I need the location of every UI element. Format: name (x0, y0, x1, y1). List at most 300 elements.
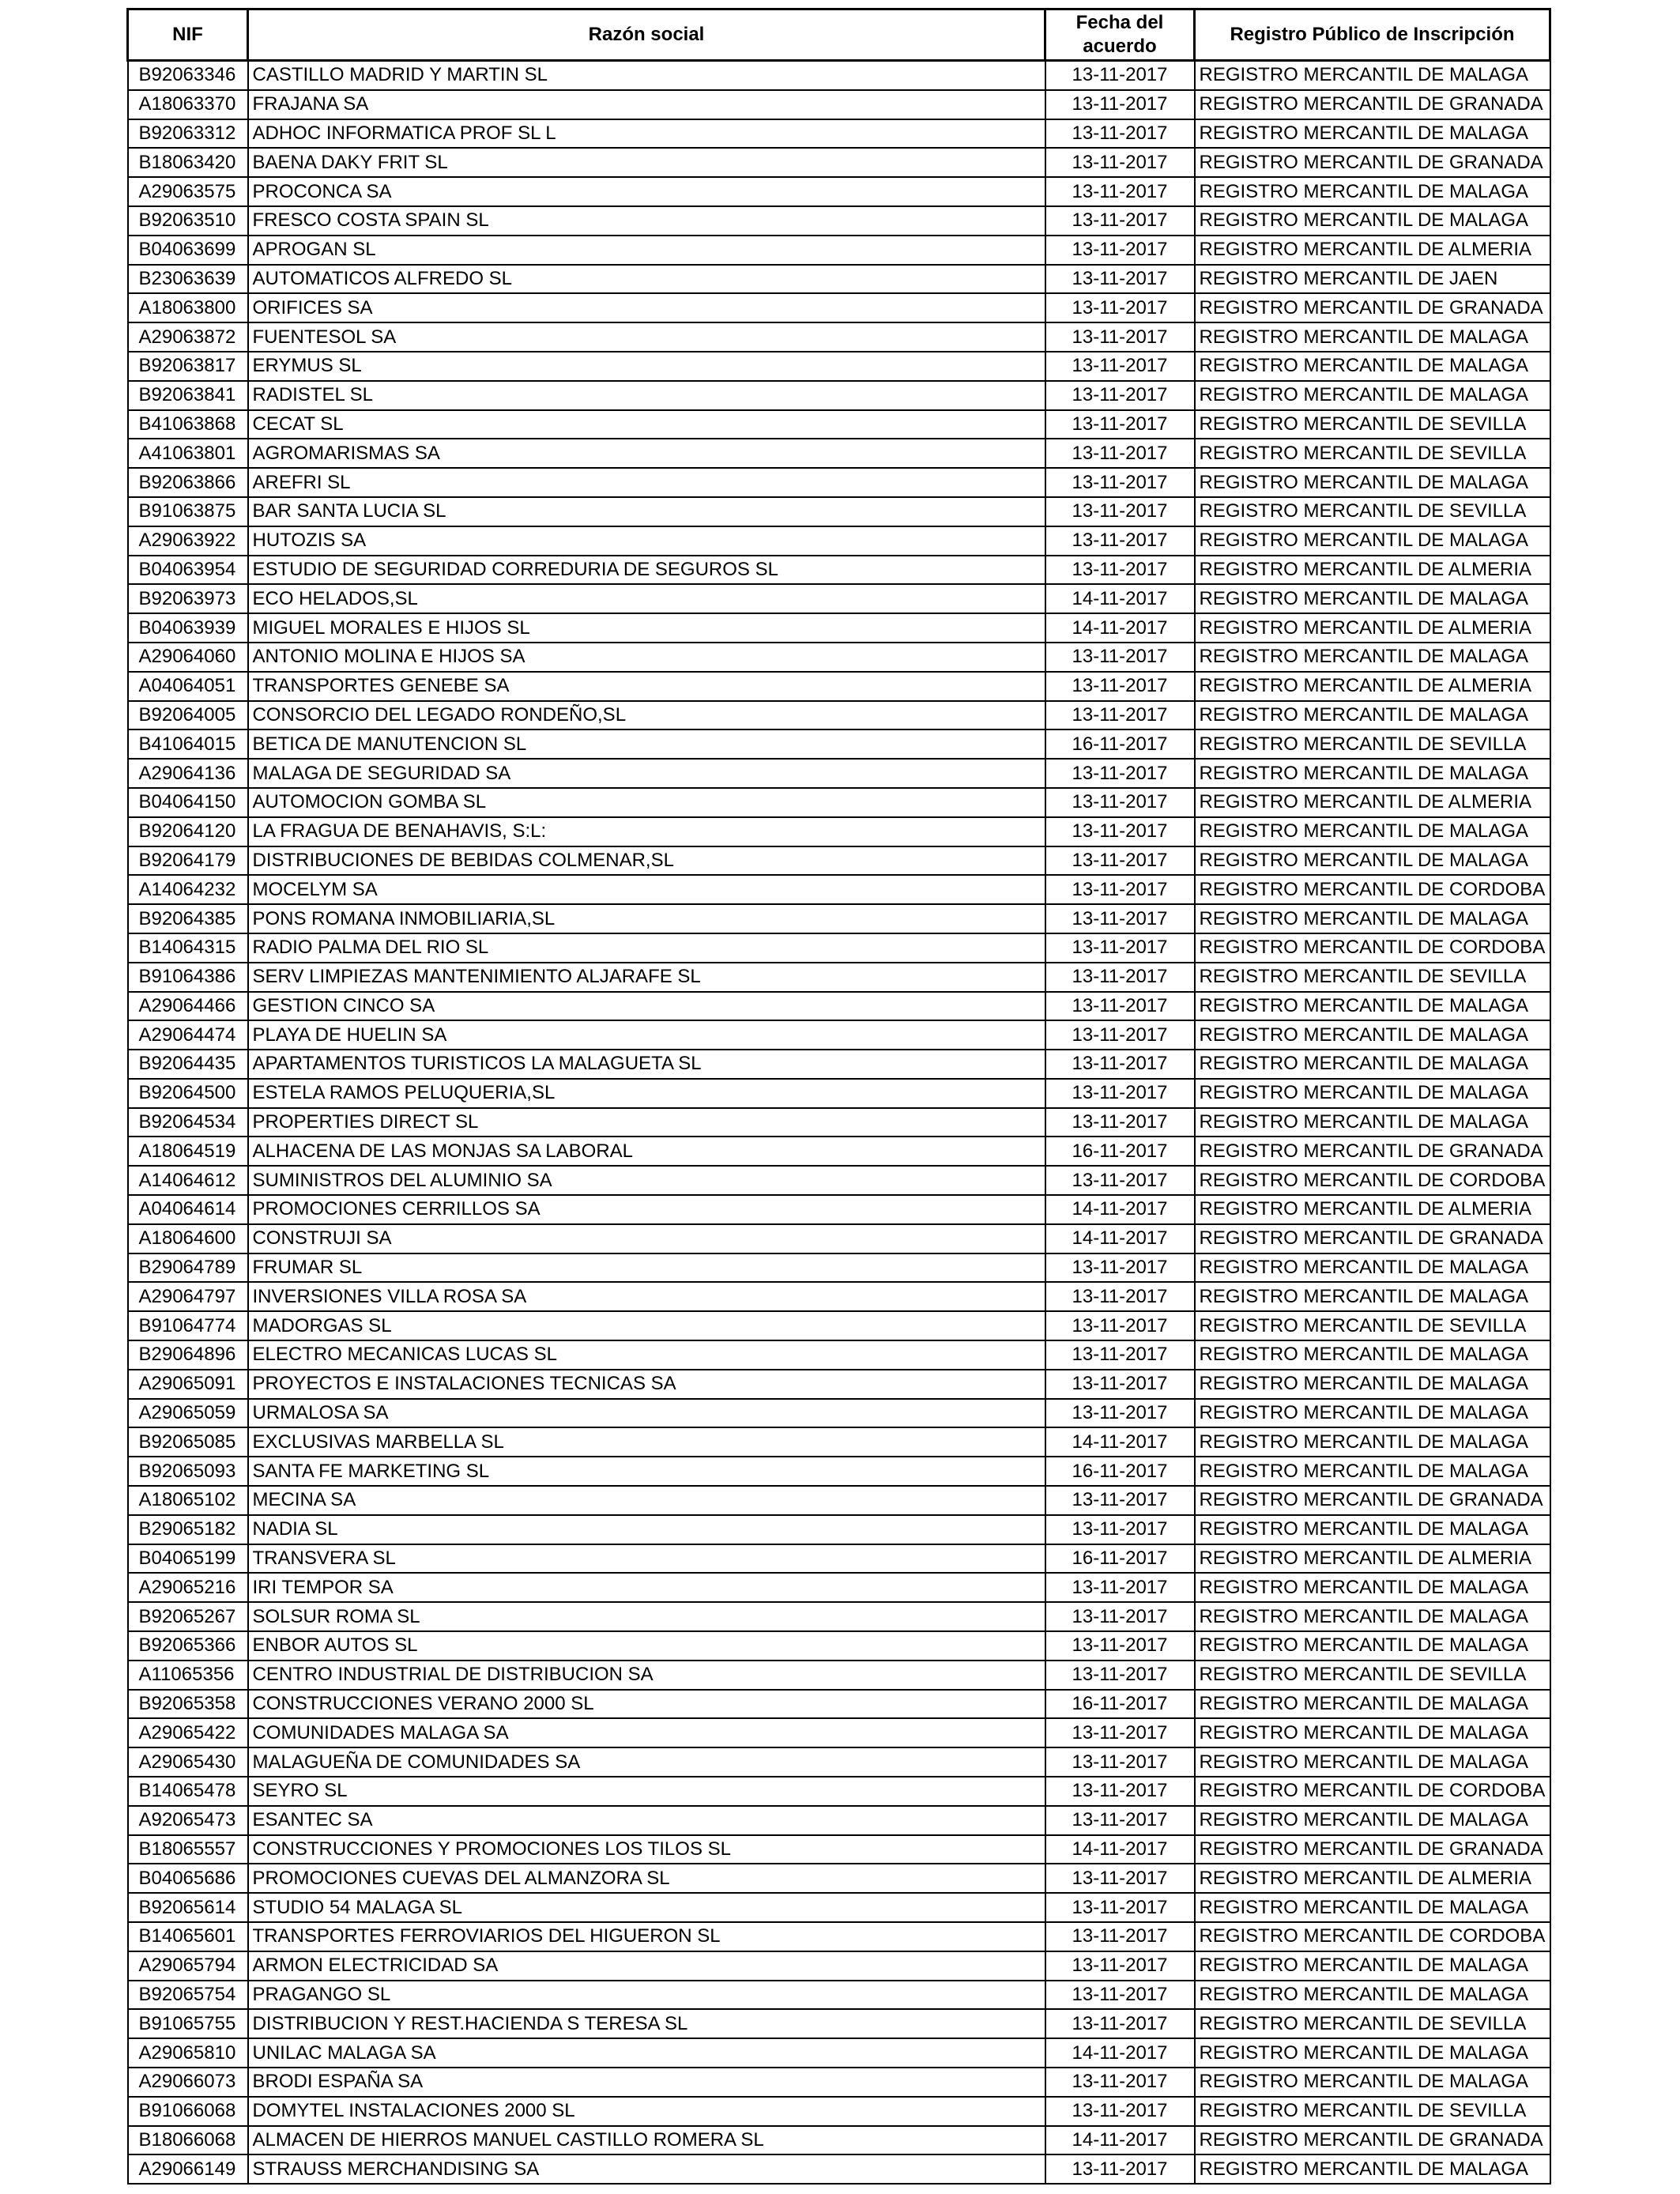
cell-nif: B04065686 (128, 1864, 248, 1893)
cell-name: BETICA DE MANUTENCION SL (248, 729, 1045, 759)
cell-date: 13-11-2017 (1045, 1951, 1195, 1981)
cell-registry: REGISTRO MERCANTIL DE MALAGA (1195, 584, 1550, 613)
table-row (128, 1020, 1550, 1050)
cell-date: 13-11-2017 (1045, 410, 1195, 439)
cell-registry: REGISTRO MERCANTIL DE MALAGA (1195, 1457, 1550, 1486)
cell-registry: REGISTRO MERCANTIL DE MALAGA (1195, 119, 1550, 149)
cell-registry: REGISTRO MERCANTIL DE MALAGA (1195, 1893, 1550, 1922)
cell-name: DISTRIBUCION Y REST.HACIENDA S TERESA SL (248, 2009, 1045, 2038)
table-row (128, 2126, 1550, 2155)
table-row (128, 1282, 1550, 1311)
cell-nif: B92064385 (128, 904, 248, 933)
cell-registry: REGISTRO MERCANTIL DE SEVILLA (1195, 2097, 1550, 2126)
table-row (128, 875, 1550, 904)
cell-name: ORIFICES SA (248, 293, 1045, 322)
cell-registry: REGISTRO MERCANTIL DE MALAGA (1195, 1718, 1550, 1747)
cell-registry: REGISTRO MERCANTIL DE GRANADA (1195, 1137, 1550, 1166)
cell-nif: B04063954 (128, 556, 248, 585)
cell-nif: B92065366 (128, 1631, 248, 1661)
cell-registry: REGISTRO MERCANTIL DE MALAGA (1195, 177, 1550, 206)
cell-name: ANTONIO MOLINA E HIJOS SA (248, 643, 1045, 672)
cell-registry: REGISTRO MERCANTIL DE GRANADA (1195, 1224, 1550, 1253)
cell-registry: REGISTRO MERCANTIL DE MALAGA (1195, 1370, 1550, 1399)
cell-date: 13-11-2017 (1045, 236, 1195, 265)
cell-date: 13-11-2017 (1045, 1922, 1195, 1951)
cell-nif: B91066068 (128, 2097, 248, 2126)
cell-date: 16-11-2017 (1045, 1137, 1195, 1166)
cell-date: 14-11-2017 (1045, 2038, 1195, 2068)
table-row (128, 1108, 1550, 1137)
cell-registry: REGISTRO MERCANTIL DE CORDOBA (1195, 1922, 1550, 1951)
cell-date: 13-11-2017 (1045, 177, 1195, 206)
cell-date: 13-11-2017 (1045, 1631, 1195, 1661)
cell-date: 13-11-2017 (1045, 322, 1195, 352)
table-row (128, 439, 1550, 468)
cell-registry: REGISTRO MERCANTIL DE MALAGA (1195, 526, 1550, 556)
cell-date: 13-11-2017 (1045, 1370, 1195, 1399)
cell-nif: A29066149 (128, 2154, 248, 2184)
cell-registry: REGISTRO MERCANTIL DE GRANADA (1195, 90, 1550, 119)
cell-name: RADISTEL SL (248, 381, 1045, 410)
cell-nif: A29065430 (128, 1747, 248, 1777)
cell-name: CONSTRUCCIONES Y PROMOCIONES LOS TILOS SL (248, 1835, 1045, 1864)
cell-date: 14-11-2017 (1045, 613, 1195, 643)
cell-nif: B92065754 (128, 1981, 248, 2010)
table-row (128, 1515, 1550, 1544)
cell-name: BRODI ESPAÑA SA (248, 2068, 1045, 2097)
document-page (126, 8, 1549, 2185)
cell-nif: A04064614 (128, 1195, 248, 1224)
cell-nif: B92064120 (128, 817, 248, 846)
cell-registry: REGISTRO MERCANTIL DE MALAGA (1195, 846, 1550, 876)
header-date: Fecha del acuerdo (1045, 9, 1195, 61)
cell-name: FRESCO COSTA SPAIN SL (248, 206, 1045, 236)
table-row (128, 1951, 1550, 1981)
cell-date: 13-11-2017 (1045, 672, 1195, 701)
cell-name: MALAGA DE SEGURIDAD SA (248, 759, 1045, 788)
table-row (128, 1137, 1550, 1166)
cell-date: 13-11-2017 (1045, 904, 1195, 933)
cell-date: 13-11-2017 (1045, 817, 1195, 846)
table-row (128, 2068, 1550, 2097)
table-row (128, 1079, 1550, 1108)
cell-name: PROMOCIONES CERRILLOS SA (248, 1195, 1045, 1224)
table-row (128, 846, 1550, 876)
cell-registry: REGISTRO MERCANTIL DE ALMERIA (1195, 1864, 1550, 1893)
cell-registry: REGISTRO MERCANTIL DE MALAGA (1195, 643, 1550, 672)
cell-date: 13-11-2017 (1045, 1515, 1195, 1544)
cell-nif: B91064386 (128, 963, 248, 992)
table-row (128, 701, 1550, 730)
table-row (128, 556, 1550, 585)
table-row (128, 788, 1550, 817)
cell-registry: REGISTRO MERCANTIL DE SEVILLA (1195, 410, 1550, 439)
cell-name: MOCELYM SA (248, 875, 1045, 904)
cell-date: 13-11-2017 (1045, 2154, 1195, 2184)
cell-name: ESTUDIO DE SEGURIDAD CORREDURIA DE SEGUROS SL (248, 556, 1045, 585)
cell-name: FRAJANA SA (248, 90, 1045, 119)
table-row (128, 497, 1550, 526)
cell-date: 13-11-2017 (1045, 1020, 1195, 1050)
table-row (128, 1166, 1550, 1195)
cell-nif: B92065085 (128, 1427, 248, 1457)
cell-name: PROYECTOS E INSTALACIONES TECNICAS SA (248, 1370, 1045, 1399)
cell-date: 13-11-2017 (1045, 1718, 1195, 1747)
cell-date: 13-11-2017 (1045, 875, 1195, 904)
cell-name: ENBOR AUTOS SL (248, 1631, 1045, 1661)
cell-name: PLAYA DE HUELIN SA (248, 1020, 1045, 1050)
cell-date: 13-11-2017 (1045, 2068, 1195, 2097)
cell-date: 14-11-2017 (1045, 1835, 1195, 1864)
cell-date: 13-11-2017 (1045, 1864, 1195, 1893)
cell-nif: A18064600 (128, 1224, 248, 1253)
cell-name: DOMYTEL INSTALACIONES 2000 SL (248, 2097, 1045, 2126)
table-row (128, 613, 1550, 643)
cell-registry: REGISTRO MERCANTIL DE GRANADA (1195, 1486, 1550, 1515)
cell-registry: REGISTRO MERCANTIL DE MALAGA (1195, 1602, 1550, 1631)
cell-nif: A29065810 (128, 2038, 248, 2068)
header-nif: NIF (128, 9, 248, 61)
cell-name: ESTELA RAMOS PELUQUERIA,SL (248, 1079, 1045, 1108)
cell-registry: REGISTRO MERCANTIL DE ALMERIA (1195, 613, 1550, 643)
cell-name: TRANSPORTES FERROVIARIOS DEL HIGUERON SL (248, 1922, 1045, 1951)
cell-date: 13-11-2017 (1045, 759, 1195, 788)
table-row (128, 206, 1550, 236)
table-row (128, 1544, 1550, 1574)
cell-nif: A14064612 (128, 1166, 248, 1195)
table-row (128, 352, 1550, 381)
cell-registry: REGISTRO MERCANTIL DE SEVILLA (1195, 729, 1550, 759)
cell-name: APROGAN SL (248, 236, 1045, 265)
cell-registry: REGISTRO MERCANTIL DE ALMERIA (1195, 1195, 1550, 1224)
cell-registry: REGISTRO MERCANTIL DE MALAGA (1195, 992, 1550, 1021)
cell-nif: B92064534 (128, 1108, 248, 1137)
company-table (126, 8, 1551, 2185)
cell-nif: B92063817 (128, 352, 248, 381)
table-row (128, 643, 1550, 672)
cell-name: INVERSIONES VILLA ROSA SA (248, 1282, 1045, 1311)
cell-registry: REGISTRO MERCANTIL DE MALAGA (1195, 1020, 1550, 1050)
cell-name: CENTRO INDUSTRIAL DE DISTRIBUCION SA (248, 1661, 1045, 1690)
cell-date: 13-11-2017 (1045, 468, 1195, 497)
cell-registry: REGISTRO MERCANTIL DE MALAGA (1195, 1050, 1550, 1079)
cell-nif: A29065059 (128, 1399, 248, 1428)
table-row (128, 933, 1550, 963)
cell-nif: A29064474 (128, 1020, 248, 1050)
cell-date: 16-11-2017 (1045, 1457, 1195, 1486)
cell-nif: B29065182 (128, 1515, 248, 1544)
cell-registry: REGISTRO MERCANTIL DE JAEN (1195, 265, 1550, 294)
cell-registry: REGISTRO MERCANTIL DE MALAGA (1195, 1573, 1550, 1602)
cell-name: TRANSPORTES GENEBE SA (248, 672, 1045, 701)
cell-registry: REGISTRO MERCANTIL DE ALMERIA (1195, 788, 1550, 817)
cell-nif: B92063346 (128, 61, 248, 90)
table-row (128, 1573, 1550, 1602)
table-row (128, 148, 1550, 177)
cell-name: ELECTRO MECANICAS LUCAS SL (248, 1340, 1045, 1370)
cell-name: ALMACEN DE HIERROS MANUEL CASTILLO ROMERA SL (248, 2126, 1045, 2155)
table-row (128, 1747, 1550, 1777)
cell-name: AUTOMATICOS ALFREDO SL (248, 265, 1045, 294)
cell-registry: REGISTRO MERCANTIL DE ALMERIA (1195, 236, 1550, 265)
cell-registry: REGISTRO MERCANTIL DE SEVILLA (1195, 2009, 1550, 2038)
cell-nif: A18064519 (128, 1137, 248, 1166)
cell-nif: B92063510 (128, 206, 248, 236)
cell-name: PROMOCIONES CUEVAS DEL ALMANZORA SL (248, 1864, 1045, 1893)
cell-registry: REGISTRO MERCANTIL DE GRANADA (1195, 1835, 1550, 1864)
cell-name: SEYRO SL (248, 1777, 1045, 1806)
cell-name: URMALOSA SA (248, 1399, 1045, 1428)
cell-nif: B92064005 (128, 701, 248, 730)
cell-registry: REGISTRO MERCANTIL DE SEVILLA (1195, 963, 1550, 992)
cell-nif: B92065093 (128, 1457, 248, 1486)
cell-name: FUENTESOL SA (248, 322, 1045, 352)
table-row (128, 1864, 1550, 1893)
cell-name: DISTRIBUCIONES DE BEBIDAS COLMENAR,SL (248, 846, 1045, 876)
cell-nif: A29063872 (128, 322, 248, 352)
cell-registry: REGISTRO MERCANTIL DE MALAGA (1195, 1282, 1550, 1311)
cell-registry: REGISTRO MERCANTIL DE MALAGA (1195, 2154, 1550, 2184)
cell-date: 13-11-2017 (1045, 1079, 1195, 1108)
cell-registry: REGISTRO MERCANTIL DE MALAGA (1195, 381, 1550, 410)
cell-date: 13-11-2017 (1045, 846, 1195, 876)
cell-registry: REGISTRO MERCANTIL DE GRANADA (1195, 148, 1550, 177)
cell-registry: REGISTRO MERCANTIL DE MALAGA (1195, 2038, 1550, 2068)
cell-registry: REGISTRO MERCANTIL DE MALAGA (1195, 1399, 1550, 1428)
cell-registry: REGISTRO MERCANTIL DE MALAGA (1195, 1951, 1550, 1981)
cell-registry: REGISTRO MERCANTIL DE MALAGA (1195, 1253, 1550, 1283)
cell-nif: B92065614 (128, 1893, 248, 1922)
cell-date: 13-11-2017 (1045, 1777, 1195, 1806)
cell-nif: B91065755 (128, 2009, 248, 2038)
table-row (128, 1690, 1550, 1719)
cell-name: CONSTRUCCIONES VERANO 2000 SL (248, 1690, 1045, 1719)
cell-name: NADIA SL (248, 1515, 1045, 1544)
table-row (128, 729, 1550, 759)
cell-date: 13-11-2017 (1045, 381, 1195, 410)
cell-date: 13-11-2017 (1045, 2097, 1195, 2126)
table-row (128, 992, 1550, 1021)
cell-date: 13-11-2017 (1045, 148, 1195, 177)
cell-name: APARTAMENTOS TURISTICOS LA MALAGUETA SL (248, 1050, 1045, 1079)
table-row (128, 1427, 1550, 1457)
cell-name: UNILAC MALAGA SA (248, 2038, 1045, 2068)
table-row (128, 1340, 1550, 1370)
table-row (128, 265, 1550, 294)
cell-name: SOLSUR ROMA SL (248, 1602, 1045, 1631)
cell-date: 13-11-2017 (1045, 265, 1195, 294)
cell-name: MIGUEL MORALES E HIJOS SL (248, 613, 1045, 643)
cell-nif: B92063841 (128, 381, 248, 410)
header-registry: Registro Público de Inscripción (1195, 9, 1550, 61)
cell-date: 13-11-2017 (1045, 61, 1195, 90)
cell-name: BAENA DAKY FRIT SL (248, 148, 1045, 177)
cell-nif: B23063639 (128, 265, 248, 294)
header-name: Razón social (248, 9, 1045, 61)
cell-nif: B04065199 (128, 1544, 248, 1574)
cell-date: 13-11-2017 (1045, 1893, 1195, 1922)
cell-date: 16-11-2017 (1045, 1544, 1195, 1574)
table-row (128, 1922, 1550, 1951)
cell-date: 13-11-2017 (1045, 1806, 1195, 1835)
cell-name: STRAUSS MERCHANDISING SA (248, 2154, 1045, 2184)
cell-name: MALAGUEÑA DE COMUNIDADES SA (248, 1747, 1045, 1777)
cell-registry: REGISTRO MERCANTIL DE MALAGA (1195, 904, 1550, 933)
table-row (128, 2038, 1550, 2068)
cell-date: 13-11-2017 (1045, 643, 1195, 672)
cell-registry: REGISTRO MERCANTIL DE MALAGA (1195, 1427, 1550, 1457)
cell-registry: REGISTRO MERCANTIL DE SEVILLA (1195, 1661, 1550, 1690)
table-row (128, 119, 1550, 149)
cell-nif: B91064774 (128, 1311, 248, 1340)
cell-nif: B29064896 (128, 1340, 248, 1370)
table-row (128, 672, 1550, 701)
table-row (128, 584, 1550, 613)
cell-name: PRAGANGO SL (248, 1981, 1045, 2010)
cell-name: AGROMARISMAS SA (248, 439, 1045, 468)
cell-name: RADIO PALMA DEL RIO SL (248, 933, 1045, 963)
cell-name: AUTOMOCION GOMBA SL (248, 788, 1045, 817)
cell-date: 13-11-2017 (1045, 2009, 1195, 2038)
cell-registry: REGISTRO MERCANTIL DE MALAGA (1195, 817, 1550, 846)
cell-nif: B18065557 (128, 1835, 248, 1864)
cell-name: CECAT SL (248, 410, 1045, 439)
cell-nif: B41063868 (128, 410, 248, 439)
cell-date: 13-11-2017 (1045, 352, 1195, 381)
cell-name: SUMINISTROS DEL ALUMINIO SA (248, 1166, 1045, 1195)
cell-name: EXCLUSIVAS MARBELLA SL (248, 1427, 1045, 1457)
cell-nif: B92064179 (128, 846, 248, 876)
table-row (128, 1777, 1550, 1806)
cell-registry: REGISTRO MERCANTIL DE MALAGA (1195, 352, 1550, 381)
cell-name: FRUMAR SL (248, 1253, 1045, 1283)
table-row (128, 1602, 1550, 1631)
cell-registry: REGISTRO MERCANTIL DE MALAGA (1195, 322, 1550, 352)
cell-nif: B92064435 (128, 1050, 248, 1079)
cell-nif: A29063575 (128, 177, 248, 206)
cell-date: 13-11-2017 (1045, 1108, 1195, 1137)
table-row (128, 1661, 1550, 1690)
cell-registry: REGISTRO MERCANTIL DE SEVILLA (1195, 497, 1550, 526)
table-row (128, 817, 1550, 846)
table-row (128, 2097, 1550, 2126)
cell-nif: A29063922 (128, 526, 248, 556)
cell-registry: REGISTRO MERCANTIL DE MALAGA (1195, 1340, 1550, 1370)
cell-nif: B92065358 (128, 1690, 248, 1719)
table-row (128, 236, 1550, 265)
cell-name: TRANSVERA SL (248, 1544, 1045, 1574)
cell-date: 14-11-2017 (1045, 2126, 1195, 2155)
cell-date: 13-11-2017 (1045, 556, 1195, 585)
cell-name: STUDIO 54 MALAGA SL (248, 1893, 1045, 1922)
cell-date: 13-11-2017 (1045, 1282, 1195, 1311)
cell-nif: A29064060 (128, 643, 248, 672)
table-row (128, 1486, 1550, 1515)
cell-nif: B18063420 (128, 148, 248, 177)
cell-registry: REGISTRO MERCANTIL DE ALMERIA (1195, 1544, 1550, 1574)
cell-date: 16-11-2017 (1045, 1690, 1195, 1719)
cell-registry: REGISTRO MERCANTIL DE MALAGA (1195, 1747, 1550, 1777)
cell-nif: B91063875 (128, 497, 248, 526)
cell-name: PROCONCA SA (248, 177, 1045, 206)
cell-registry: REGISTRO MERCANTIL DE MALAGA (1195, 1981, 1550, 2010)
cell-nif: A29065091 (128, 1370, 248, 1399)
cell-date: 13-11-2017 (1045, 963, 1195, 992)
cell-name: ADHOC INFORMATICA PROF SL L (248, 119, 1045, 149)
cell-nif: B18066068 (128, 2126, 248, 2155)
table-row (128, 1224, 1550, 1253)
cell-date: 13-11-2017 (1045, 1311, 1195, 1340)
cell-date: 13-11-2017 (1045, 1661, 1195, 1690)
table-row (128, 1981, 1550, 2010)
cell-date: 13-11-2017 (1045, 1747, 1195, 1777)
cell-name: GESTION CINCO SA (248, 992, 1045, 1021)
cell-nif: B14065478 (128, 1777, 248, 1806)
cell-registry: REGISTRO MERCANTIL DE MALAGA (1195, 1515, 1550, 1544)
cell-name: ARMON ELECTRICIDAD SA (248, 1951, 1045, 1981)
table-row (128, 177, 1550, 206)
header-row (128, 9, 1550, 61)
table-row (128, 1718, 1550, 1747)
cell-nif: B92064500 (128, 1079, 248, 1108)
cell-registry: REGISTRO MERCANTIL DE MALAGA (1195, 2068, 1550, 2097)
cell-registry: REGISTRO MERCANTIL DE MALAGA (1195, 206, 1550, 236)
cell-registry: REGISTRO MERCANTIL DE MALAGA (1195, 1079, 1550, 1108)
table-row (128, 322, 1550, 352)
cell-date: 13-11-2017 (1045, 497, 1195, 526)
cell-name: ERYMUS SL (248, 352, 1045, 381)
cell-nif: A29064797 (128, 1282, 248, 1311)
cell-nif: B04063939 (128, 613, 248, 643)
cell-date: 13-11-2017 (1045, 439, 1195, 468)
cell-nif: B29064789 (128, 1253, 248, 1283)
cell-nif: B04063699 (128, 236, 248, 265)
cell-registry: REGISTRO MERCANTIL DE MALAGA (1195, 61, 1550, 90)
table-row (128, 1457, 1550, 1486)
cell-date: 13-11-2017 (1045, 206, 1195, 236)
cell-registry: REGISTRO MERCANTIL DE MALAGA (1195, 1690, 1550, 1719)
table-row (128, 90, 1550, 119)
cell-date: 13-11-2017 (1045, 1166, 1195, 1195)
cell-name: CASTILLO MADRID Y MARTIN SL (248, 61, 1045, 90)
cell-name: IRI TEMPOR SA (248, 1573, 1045, 1602)
table-row (128, 2154, 1550, 2184)
cell-date: 14-11-2017 (1045, 1427, 1195, 1457)
cell-registry: REGISTRO MERCANTIL DE MALAGA (1195, 1108, 1550, 1137)
cell-name: PONS ROMANA INMOBILIARIA,SL (248, 904, 1045, 933)
cell-registry: REGISTRO MERCANTIL DE SEVILLA (1195, 439, 1550, 468)
cell-nif: A11065356 (128, 1661, 248, 1690)
cell-date: 13-11-2017 (1045, 788, 1195, 817)
cell-name: PROPERTIES DIRECT SL (248, 1108, 1045, 1137)
cell-date: 13-11-2017 (1045, 1253, 1195, 1283)
cell-nif: A04064051 (128, 672, 248, 701)
cell-nif: B92063866 (128, 468, 248, 497)
cell-nif: B14065601 (128, 1922, 248, 1951)
cell-name: MADORGAS SL (248, 1311, 1045, 1340)
cell-registry: REGISTRO MERCANTIL DE MALAGA (1195, 759, 1550, 788)
table-row (128, 1050, 1550, 1079)
cell-date: 13-11-2017 (1045, 90, 1195, 119)
cell-nif: A29064136 (128, 759, 248, 788)
cell-registry: REGISTRO MERCANTIL DE ALMERIA (1195, 556, 1550, 585)
cell-name: AREFRI SL (248, 468, 1045, 497)
cell-registry: REGISTRO MERCANTIL DE GRANADA (1195, 2126, 1550, 2155)
cell-nif: A29066073 (128, 2068, 248, 2097)
table-row (128, 759, 1550, 788)
cell-date: 13-11-2017 (1045, 1050, 1195, 1079)
table-row (128, 1195, 1550, 1224)
